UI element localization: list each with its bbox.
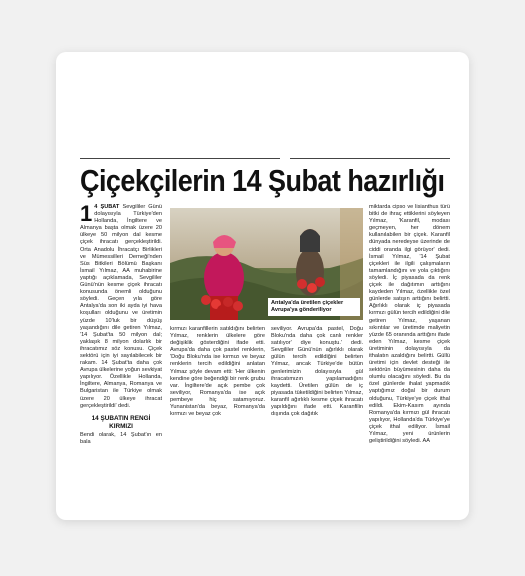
column-2-text: kırmızı karanfillerin satıldığını belirten Yılmaz, renklerin ülkelere göre değişiklik gösterdiğini ifade etti. Avrupa'da daha çok pastel renklerin, 'Doğu Bloku'nda ise kırmızı ve beyaz renklerin tercih edildiğini anlatan Yılmaz şöyle devam etti: 'Her ülkenin kendine göre beğendiği bir renk grubu var. İngiltere'de açık pembe çok seviliyor, Romanya'da ise açık pembeye hiç satamıyoruz. Yunanistan'da beyaz, Romanya'da kırmızı ve beyaz çok	[170, 326, 265, 418]
lead-dateline: 4 ŞUBAT	[94, 204, 120, 210]
newspaper-clipping	[80, 158, 450, 446]
article-photo	[170, 208, 363, 320]
subheading: 14 ŞUBATIN RENGİ KIRMIZI	[91, 414, 151, 430]
article-body	[80, 201, 450, 446]
column-4-text: miktarda cipso ve lisianthus türü bitki de ihraç ettiklerini söyleyen Yılmaz, 'Karanfil, modası geçmeyen, her dönem kullanılabilen bir çiçek. Karanfil dünyada neredeyse üzerinde de ciddi oranda ilgi görüyor' dedi. İsmail Yılmaz, '14 Şubat çiçekleri ile ilgili çalışmaların tamamlandığını ve yola çıktığını söyledi. İç piyasada da renk çiçek ile dağıtımın arttığını kaydeden Yılmaz, özellikle özel günlerde satışın arttığını belirtti. Ağırlıklı olarak iç piyasada kırmızı gülün tercih edildiğini dile getiren Yılmaz, yaşanan sıkıntılar ve üretimde maliyetin yüzde 65 oranında arttığını ifade eden Yılmaz, kesme çiçek üretiminin dolayısıyla da ithalatın azaldığını belirtti. Güllü üretimi için devlet desteği ile sektörün büyümesinin daha da olumlu olacağını söyledi. Bu da özel günlerde ihalat yapmadık yaptığımız doğal bir durum olduğunu, Türkiye'ye çiçek ithal edildi. Ekim-Kasım ayında Romanya'da kırmızı gül ihracatı yapılıyor, Hollanda'da Türkiye'ye çiçek ithal ediliyor. İsmail Yılmaz, yeni ürünlerin geliştirildiğini söyledi. AA	[369, 204, 450, 445]
column-1	[80, 201, 162, 446]
top-rule-left	[80, 158, 280, 159]
drop-cap: 1	[80, 201, 93, 226]
top-rule-right	[290, 158, 450, 159]
column-1-tail: Bendi olarak, 14 Şubat'ın en bala	[80, 432, 162, 446]
photo-caption: Antalya'da üretilen çiçekler Avrupa'ya gönderiliyor	[268, 298, 360, 316]
column-4	[369, 204, 450, 445]
column-3	[271, 326, 363, 422]
column-1-text: Sevgililer Günü dolayısıyla Türkiye'den Hollanda, İngiltere ve Almanya başta olmak üzere 20 ülkeye 50 milyon dal kesme çiçek ihracatı gerçekleştirildi. Orta Anadolu İhracatçı Birlikleri ve Mümessilleri Derneği'nden Süs Bitkileri Bölümü Başkanı İsmail Yılmaz, AA muhabirine yaptığı açıklamada, Sevgililer Günü'nün kesme çiçek ihracatı konusunda önemli olduğunu söyledi. Geçen yıla göre Antalya'da son iki ayda iyi hava koşulları olduğunu ve üretimin yüzde 10'luk bir düşüş yaşandığını dile getiren Yılmaz, '14 Şubat'ta 50 milyon dal; yaklaşık 8 milyon dolarlık bir ihracatımız söz konusu. Çiçek sektörü için iyi sayılabilecek bir rakam. 14 Şubat'ta daha çok Avrupa ülkelerine yoğun sevkiyat yapılıyor. Özellikle Hollanda, İngiltere, Almanya, Romanya ve Bulgaristan ile Türkiye olmak üzere 20 ülkeye ihracat gerçekleştirildi' dedi.	[80, 204, 162, 409]
headline: Çiçekçilerin 14 Şubat hazırlığı	[80, 163, 445, 198]
column-2	[170, 326, 265, 422]
column-3-text: seviliyor. Avrupa'da pastel, Doğu Bloku'nda daha çok canlı renkler satılıyor' diye konuştu.' dedi. Sevgililer Günü'nün ağırlıklı olarak gülün tercih edildiğini belirten Yılmaz, ancak Türkiye'de bütün genlerimizin dolayısıyla gül ihracatımızın yapılamadığını kaydetti. Üretilen gülün de iç piyasada tüketildiğini belirten Yılmaz, karanfil ağırlıklı kesme çiçek ihracatı yapıldığını ifade etti. Karanfilin dışında çok dağıtık	[271, 326, 363, 418]
